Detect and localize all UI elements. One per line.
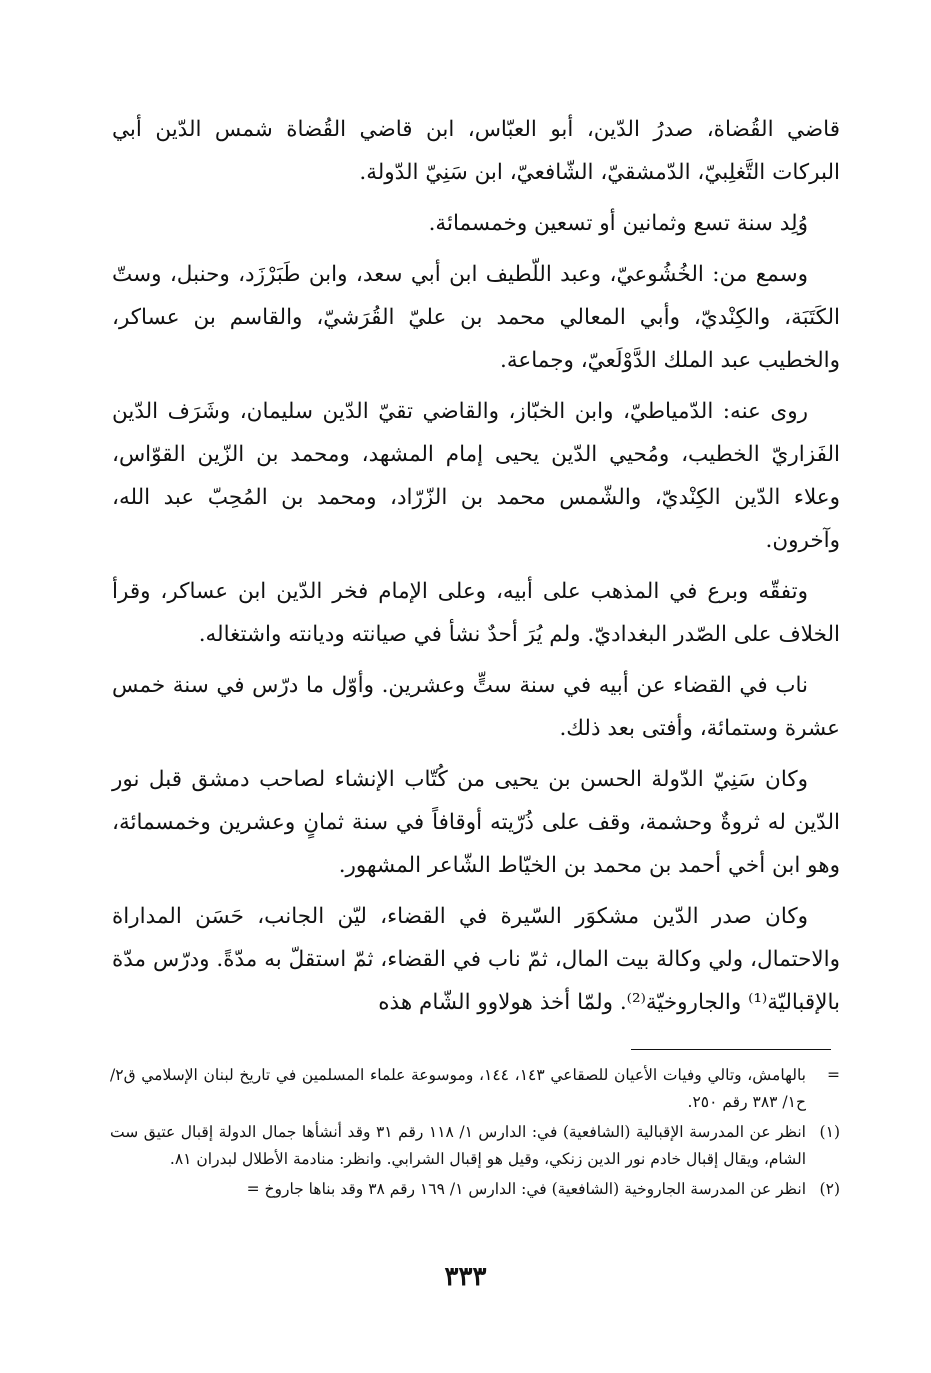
footnote-marker: (٢)	[819, 1180, 840, 1198]
footnote-marker: (١)	[819, 1123, 840, 1141]
page-number: ٣٣٣	[444, 1262, 487, 1292]
footnote	[110, 1119, 840, 1173]
paragraph: ناب في القضاء عن أبيه في سنة ستٍّ وعشرين. وأوّل ما درّس في سنة خمس عشرة وستمائة، وأفتى بعد ذلك.	[112, 673, 840, 741]
footnote-divider	[631, 1049, 831, 1050]
footnote-text: بالهامش، وتالي وفيات الأعيان للصقاعي ١٤٣، ١٤٤، وموسوعة علماء المسلمين في تاريخ لبنان الإسلامي ق٢/ح١/ ٣٨٣ رقم ٢٥٠.	[110, 1066, 806, 1111]
footnotes	[110, 1062, 840, 1206]
footnote-text: انظر عن المدرسة الإقبالية (الشافعية) في: الدارس ١/ ١١٨ رقم ٣١ وقد أنشأها جمال الدولة إقبال عتيق ست الشام، ويقال إقبال خادم نور الدين زنكي، وقيل هو إقبال الشرابي. وانظر: منادمة الأطلال لبدران ٨١.	[110, 1123, 806, 1168]
paragraph: وتفقّه وبرع في المذهب على أبيه، وعلى الإمام فخر الدّين ابن عساكر، وقرأ الخلاف على الصّدر البغداديّ. ولم يُرَ أحدٌ نشأ في صيانته وديانته واشتغاله.	[112, 579, 840, 647]
main-text	[112, 108, 840, 1032]
footnote	[110, 1062, 840, 1116]
paragraph: وكان سَنِيّ الدّولة الحسن بن يحيى من كُتّاب الإنشاء لصاحب دمشق قبل نور الدّين له ثروةٌ وحشمة، وقف على ذُرّيته أوقافاً في سنة ثمانٍ وعشرين وخمسمائة، وهو ابن أخي أحمد بن محمد بن الخيّاط الشّاعر المشهور.	[112, 767, 840, 878]
footnote	[110, 1176, 840, 1203]
paragraph: قاضي القُضاة، صدرُ الدّين، أبو العبّاس، ابن قاضي القُضاة شمس الدّين أبي البركات التَّغلِبيّ، الدّمشقيّ، الشّافعيّ، ابن سَنِيّ الدّولة.	[112, 117, 840, 185]
footnote-text: انظر عن المدرسة الجاروخية (الشافعية) في: الدارس ١/ ١٦٩ رقم ٣٨ وقد بناها جاروخ =	[246, 1180, 806, 1198]
paragraph: روى عنه: الدّمياطيّ، وابن الخبّاز، والقاضي تقيّ الدّين سليمان، وشَرَف الدّين الفَزاريّ الخطيب، ومُحيي الدّين يحيى إمام المشهد، ومحمد بن الزّين القوّاس، وعلاء الدّين الكِنْديّ، والشّمس محمد بن الزّرّاد، ومحمد بن المُحِبّ عبد الله، وآخرون.	[112, 399, 840, 553]
paragraph: وُلِد سنة تسع وثمانين أو تسعين وخمسمائة.	[428, 211, 808, 236]
footnote-marker: =	[827, 1066, 840, 1084]
paragraph: وسمع من: الخُشُوعيّ، وعبد اللّطيف ابن أبي سعد، وابن طَبَرْزَد، وحنبل، وستّ الكَتَبَة، والكِنْديّ، وأبي المعالي محمد بن عليّ القُرَشيّ، والقاسم بن عساكر، والخطيب عبد الملك الدَّوْلَعيّ، وجماعة.	[112, 262, 840, 373]
paragraph: وكان صدر الدّين مشكوَر السّيرة في القضاء، ليّن الجانب، حَسَن المداراة والاحتمال، ولي وكالة بيت المال، ثمّ ناب في القضاء، ثمّ استقلّ به مدّةً. ودرّس مدّة بالإقباليّة⁽¹⁾ والجاروخيّة⁽²⁾. ولمّا أخذ هولاوو الشّام هذه	[112, 904, 840, 1015]
